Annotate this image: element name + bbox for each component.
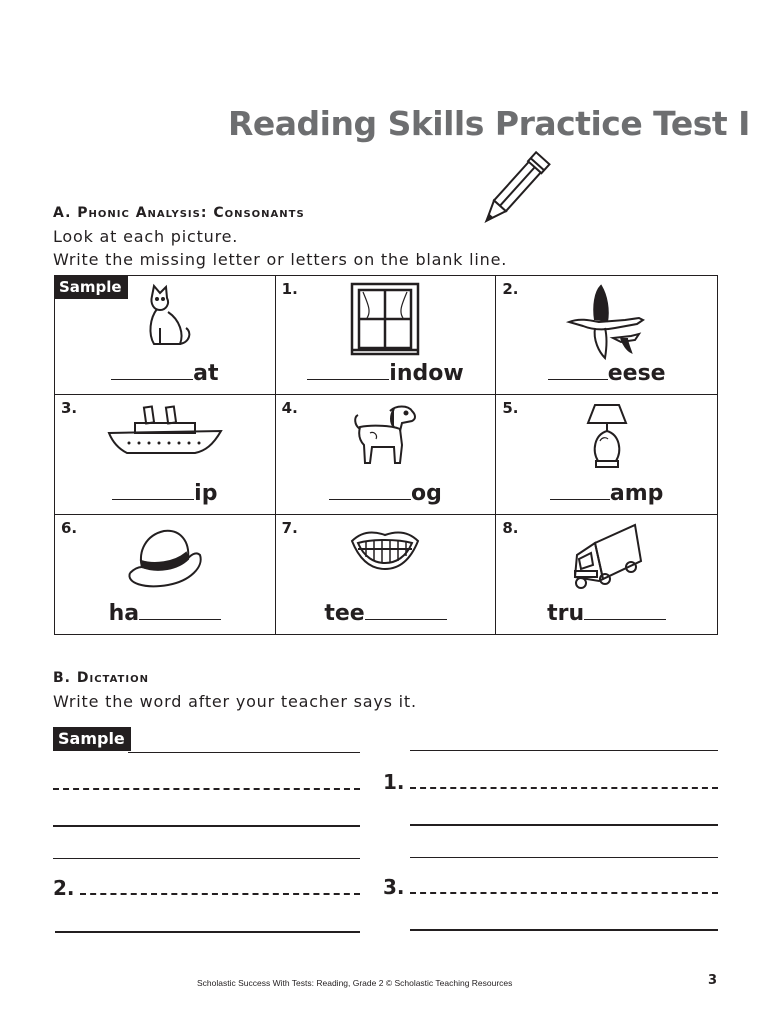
writing-base-line[interactable] (53, 825, 360, 827)
writing-top-line (410, 857, 718, 858)
answer-blank[interactable] (111, 361, 193, 380)
section-b-heading: B. Dictation (53, 670, 149, 686)
phonics-item-7 (276, 515, 497, 634)
page-title: Reading Skills Practice Test I (228, 104, 750, 143)
phonics-item-sample (55, 276, 276, 395)
phonics-item-6 (55, 515, 276, 634)
item-number: 7. (281, 518, 298, 537)
answer-blank[interactable] (548, 361, 608, 380)
phonics-word-7: tee (276, 601, 496, 626)
writing-top-line (128, 752, 360, 753)
truck-icon (569, 521, 645, 591)
item-number: 3. (61, 399, 78, 418)
writing-base-line[interactable] (410, 929, 718, 931)
page-number: 3 (708, 973, 718, 988)
item-number: 4. (281, 399, 298, 418)
phonics-word-5: amp (496, 481, 717, 506)
answer-blank[interactable] (307, 361, 389, 380)
phonics-word-1: indow (276, 361, 496, 386)
phonics-item-3 (55, 395, 276, 514)
section-b-instruction: Write the word after your teacher says it. (53, 692, 417, 711)
answer-blank[interactable] (584, 601, 666, 620)
geese-icon (565, 282, 649, 362)
hat-icon (124, 521, 206, 591)
item-number: 2. (502, 280, 519, 298)
pencil-icon (470, 142, 562, 234)
answer-blank[interactable] (329, 481, 411, 500)
phonics-word-6: ha (55, 601, 275, 626)
answer-blank[interactable] (365, 601, 447, 620)
writing-base-line[interactable] (55, 931, 360, 933)
section-a-heading: A. Phonic Analysis: Consonants (53, 205, 305, 221)
writing-mid-line (53, 788, 360, 790)
dictation-number-2: 2. (53, 876, 75, 900)
lamp-icon (582, 401, 632, 473)
phonics-word-4: og (276, 481, 496, 506)
item-number: 5. (502, 399, 519, 418)
sample-tag: Sample (55, 276, 128, 299)
phonics-item-2 (496, 276, 717, 395)
answer-blank[interactable] (550, 481, 610, 500)
writing-mid-line (410, 892, 718, 894)
writing-base-line[interactable] (410, 824, 718, 826)
cat-icon (130, 282, 200, 352)
writing-mid-line (410, 787, 718, 789)
item-number: 6. (61, 518, 78, 537)
writing-mid-line (80, 893, 360, 895)
phonics-item-8 (496, 515, 717, 634)
teeth-icon (348, 521, 422, 573)
ship-icon (105, 401, 225, 461)
phonics-word-sample: at (55, 361, 275, 386)
dictation-number-1: 1. (383, 770, 405, 794)
phonics-word-8: tru (496, 601, 717, 626)
phonics-word-2: eese (496, 361, 717, 386)
phonics-item-5 (496, 395, 717, 514)
section-a-instruction-2: Write the missing letter or letters on the blank line. (53, 250, 508, 269)
phonics-grid (54, 275, 718, 635)
section-a-instruction-1: Look at each picture. (53, 227, 239, 246)
dictation-number-3: 3. (383, 875, 405, 899)
writing-top-line (53, 858, 360, 859)
answer-blank[interactable] (112, 481, 194, 500)
item-number: 1. (281, 280, 298, 298)
phonics-item-1 (276, 276, 497, 395)
writing-top-line (410, 750, 718, 751)
phonics-item-4 (276, 395, 497, 514)
answer-blank[interactable] (139, 601, 221, 620)
footer-credit: Scholastic Success With Tests: Reading, Grade 2 © Scholastic Teaching Resources (197, 978, 513, 988)
window-icon (349, 282, 421, 356)
dictation-sample-tag: Sample (53, 727, 131, 751)
dog-icon (350, 401, 420, 467)
item-number: 8. (502, 518, 519, 537)
phonics-word-3: ip (55, 481, 275, 506)
